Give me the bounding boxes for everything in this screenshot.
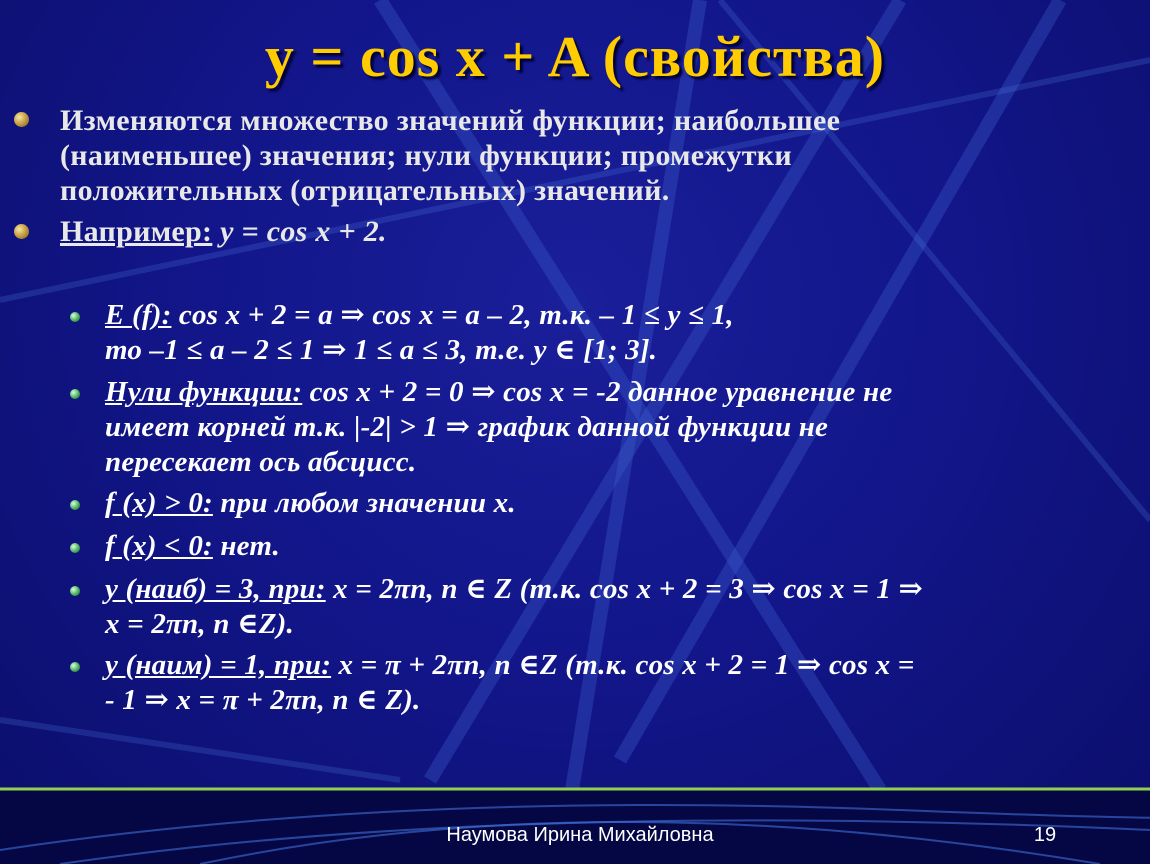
item-label: f (x) < 0:	[105, 530, 213, 562]
intro-bullet-1	[60, 103, 1120, 208]
item-label: y (наиб) = 3, при:	[105, 573, 326, 605]
domain-range-item	[105, 298, 1145, 368]
max-item	[105, 572, 1145, 642]
example-formula: y = cos x + 2.	[212, 215, 387, 248]
item-label: f (x) > 0:	[105, 487, 213, 519]
item-line: при любом значении x.	[212, 487, 516, 519]
sub-bullet-icon	[70, 312, 80, 322]
sub-bullet-icon	[70, 662, 80, 672]
example-label: Например:	[60, 215, 213, 248]
bullet-icon	[14, 112, 29, 127]
item-label: E (f):	[105, 299, 172, 331]
sub-bullet-icon	[70, 389, 80, 399]
positive-item	[105, 486, 1145, 521]
min-item	[105, 648, 1145, 718]
bullet-icon	[14, 224, 29, 239]
intro-bullet-example	[60, 214, 1120, 249]
item-line: - 1 ⇒ x = π + 2πn, n ∈ Z).	[105, 684, 421, 716]
negative-item	[105, 529, 1145, 564]
footer-author: Наумова Ирина Михайловна	[446, 824, 714, 846]
sub-bullet-icon	[70, 500, 80, 510]
item-line: пересекает ось абсцисс.	[105, 446, 417, 478]
intro-line: Изменяются множество значений функции; наибольшее	[60, 104, 841, 137]
intro-line: (наименьшее) значения; нули функции; промежутки	[60, 139, 792, 172]
item-line: cos x + 2 = a ⇒ cos x = a – 2, т.к. – 1 ≤ y ≤ 1,	[171, 299, 734, 331]
item-line: нет.	[212, 530, 280, 562]
item-label: y (наим) = 1, при:	[105, 649, 332, 681]
item-line: cos x + 2 = 0 ⇒ cos x = -2 данное уравнение не	[302, 376, 893, 408]
item-line: то –1 ≤ a – 2 ≤ 1 ⇒ 1 ≤ a ≤ 3, т.е. y ∈ [1; 3].	[105, 334, 658, 366]
sub-bullet-icon	[70, 543, 80, 553]
item-line: x = 2πn, n ∈ Z (т.к. cos x + 2 = 3 ⇒ cos x = 1 ⇒	[325, 573, 924, 605]
item-line: x = π + 2πn, n ∈Z (т.к. cos x + 2 = 1 ⇒ cos x =	[331, 649, 915, 681]
item-line: x = 2πn, n ∈Z).	[105, 608, 294, 640]
zeros-item	[105, 375, 1145, 480]
item-label: Нули функции:	[105, 376, 303, 408]
intro-line: положительных (отрицательных) значений.	[60, 174, 670, 207]
sub-bullet-icon	[70, 586, 80, 596]
item-line: имеет корней т.к. |-2| > 1 ⇒ график данной функции не	[105, 411, 829, 443]
slide-number: 19	[1033, 824, 1057, 846]
slide-title: y = cos x + A (свойства)	[264, 24, 886, 89]
